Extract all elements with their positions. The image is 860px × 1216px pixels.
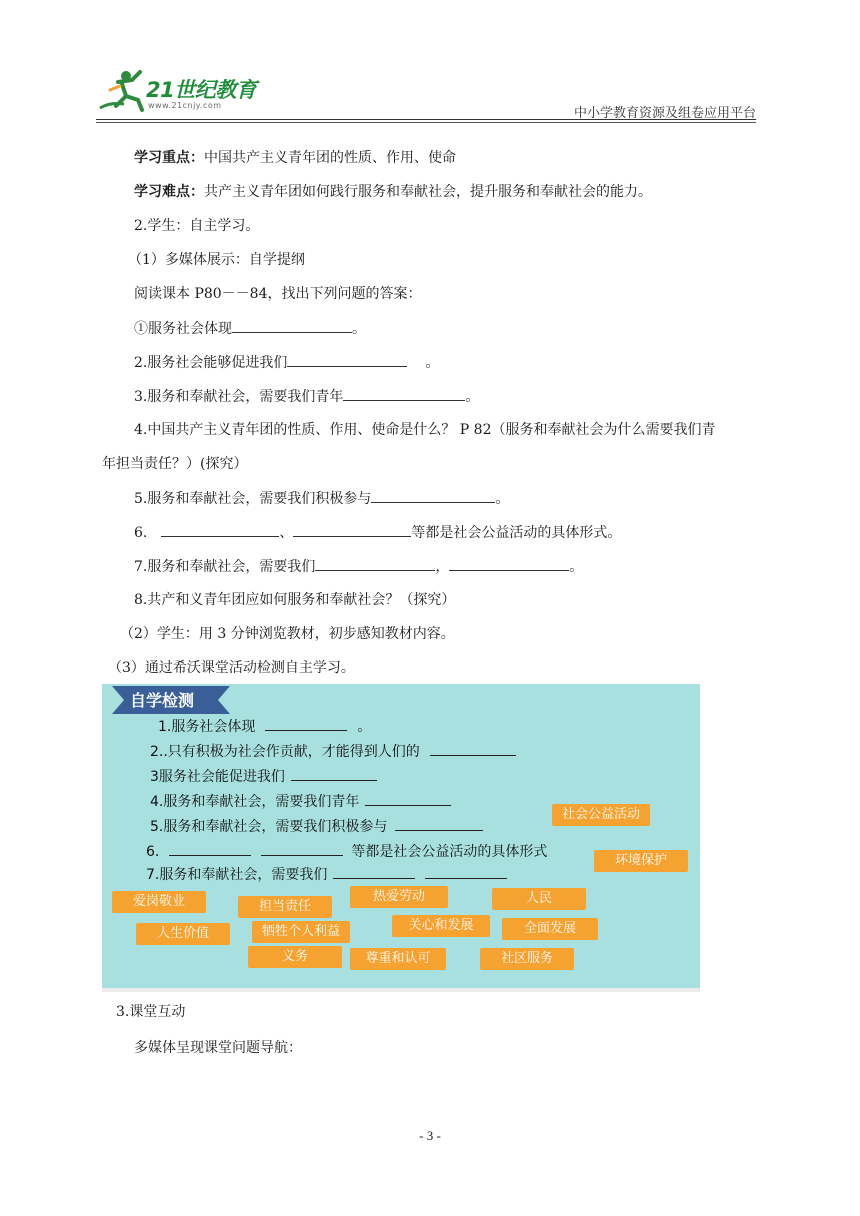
option-chip: 环境保护 <box>594 850 688 872</box>
step-2: 2.学生：自主学习。 <box>134 218 260 234</box>
option-chip: 热爱劳动 <box>350 886 448 908</box>
answer-blank <box>232 318 352 333</box>
difficulty-label: 学习难点： <box>134 184 204 200</box>
slide-question-6: 6. 等都是社会公益活动的具体形式 <box>146 841 547 862</box>
logo-text: 21世纪教育 <box>146 78 257 102</box>
option-chip: 牺牲个人利益 <box>252 921 350 943</box>
answer-blank <box>343 386 465 401</box>
answer-blank <box>449 556 569 571</box>
learning-focus <box>134 148 456 168</box>
slide-question-3: 3服务社会能促进我们 <box>150 766 377 787</box>
answer-blank <box>161 522 279 537</box>
learning-difficulty <box>134 182 652 202</box>
answer-blank <box>365 791 451 806</box>
answer-blank <box>425 864 507 879</box>
answer-blank <box>371 488 495 503</box>
focus-label: 学习重点： <box>134 150 204 166</box>
question-1: ①服务社会体现 。 <box>134 318 366 339</box>
option-chip: 义务 <box>248 946 342 968</box>
logo-url: www.21cnjy.com <box>148 101 222 110</box>
option-chip: 关心和发展 <box>392 915 490 937</box>
option-chip: 社区服务 <box>480 948 574 970</box>
option-chip: 担当责任 <box>238 896 332 918</box>
question-2: 2.服务社会能够促进我们 。 <box>134 352 439 373</box>
reading-instruction: 阅读课本 P80－－84，找出下列问题的答案： <box>134 286 422 302</box>
question-4-line-2: 年担当责任？）(探究） <box>102 456 248 472</box>
slide-question-2: 2..只有积极为社会作贡献，才能得到人们的 <box>150 741 516 762</box>
question-6: 6. 、 等都是社会公益活动的具体形式。 <box>134 522 621 543</box>
answer-blank <box>333 864 415 879</box>
option-chip: 爱岗敬业 <box>112 891 206 913</box>
answer-blank <box>265 716 347 731</box>
answer-blank <box>315 556 435 571</box>
question-8: 8.共产和义青年团应如何服务和奉献社会？（探究） <box>134 592 456 608</box>
answer-blank <box>287 352 407 367</box>
question-4-line-1: 4.中国共产主义青年团的性质、作用、使命是什么？ P 82（服务和奉献社会为什么需要我们青 <box>134 422 716 438</box>
question-navigation: 多媒体呈现课堂问题导航： <box>134 1040 302 1056</box>
question-3: 3.服务和奉献社会，需要我们青年 。 <box>134 386 479 407</box>
slide-question-1: 1.服务社会体现 。 <box>158 716 371 737</box>
option-chip: 全面发展 <box>502 918 598 940</box>
option-chip: 人生价值 <box>136 923 230 945</box>
answer-blank <box>261 841 343 856</box>
platform-name: 中小学教育资源及组卷应用平台 <box>573 106 756 121</box>
slide-question-7: 7.服务和奉献社会，需要我们 <box>146 864 507 885</box>
question-5: 5.服务和奉献社会，需要我们积极参与 。 <box>134 488 509 509</box>
page-number: - 3 - <box>419 1128 441 1143</box>
question-7: 7.服务和奉献社会，需要我们 ， 。 <box>134 556 583 577</box>
sub-step-2: （2）学生：用 3 分钟浏览教材，初步感知教材内容。 <box>120 626 455 642</box>
header-divider-thin <box>96 122 756 123</box>
answer-blank <box>293 522 411 537</box>
answer-blank <box>291 766 377 781</box>
answer-blank <box>169 841 251 856</box>
step-3: 3.课堂互动 <box>116 1004 186 1020</box>
slide-question-4: 4.服务和奉献社会，需要我们青年 <box>150 791 451 812</box>
answer-blank <box>430 741 516 756</box>
header-divider <box>96 119 756 120</box>
sub-step-1: （1）多媒体展示：自学提纲 <box>128 252 305 268</box>
slide-title: 自学检测 <box>130 691 195 710</box>
answer-blank <box>395 816 483 831</box>
slide-question-5: 5.服务和奉献社会，需要我们积极参与 <box>150 816 483 837</box>
self-test-slide <box>102 684 700 992</box>
focus-text: 中国共产主义青年团的性质、作用、使命 <box>204 150 456 166</box>
option-chip: 社会公益活动 <box>552 804 650 826</box>
option-chip: 尊重和认可 <box>350 948 446 970</box>
sub-step-3: （3）通过希沃课堂活动检测自主学习。 <box>108 660 355 676</box>
option-chip: 人民 <box>492 888 586 910</box>
page-header <box>96 64 756 122</box>
difficulty-text: 共产主义青年团如何践行服务和奉献社会，提升服务和奉献社会的能力。 <box>204 184 652 200</box>
slide-bottom-edge <box>102 988 700 992</box>
